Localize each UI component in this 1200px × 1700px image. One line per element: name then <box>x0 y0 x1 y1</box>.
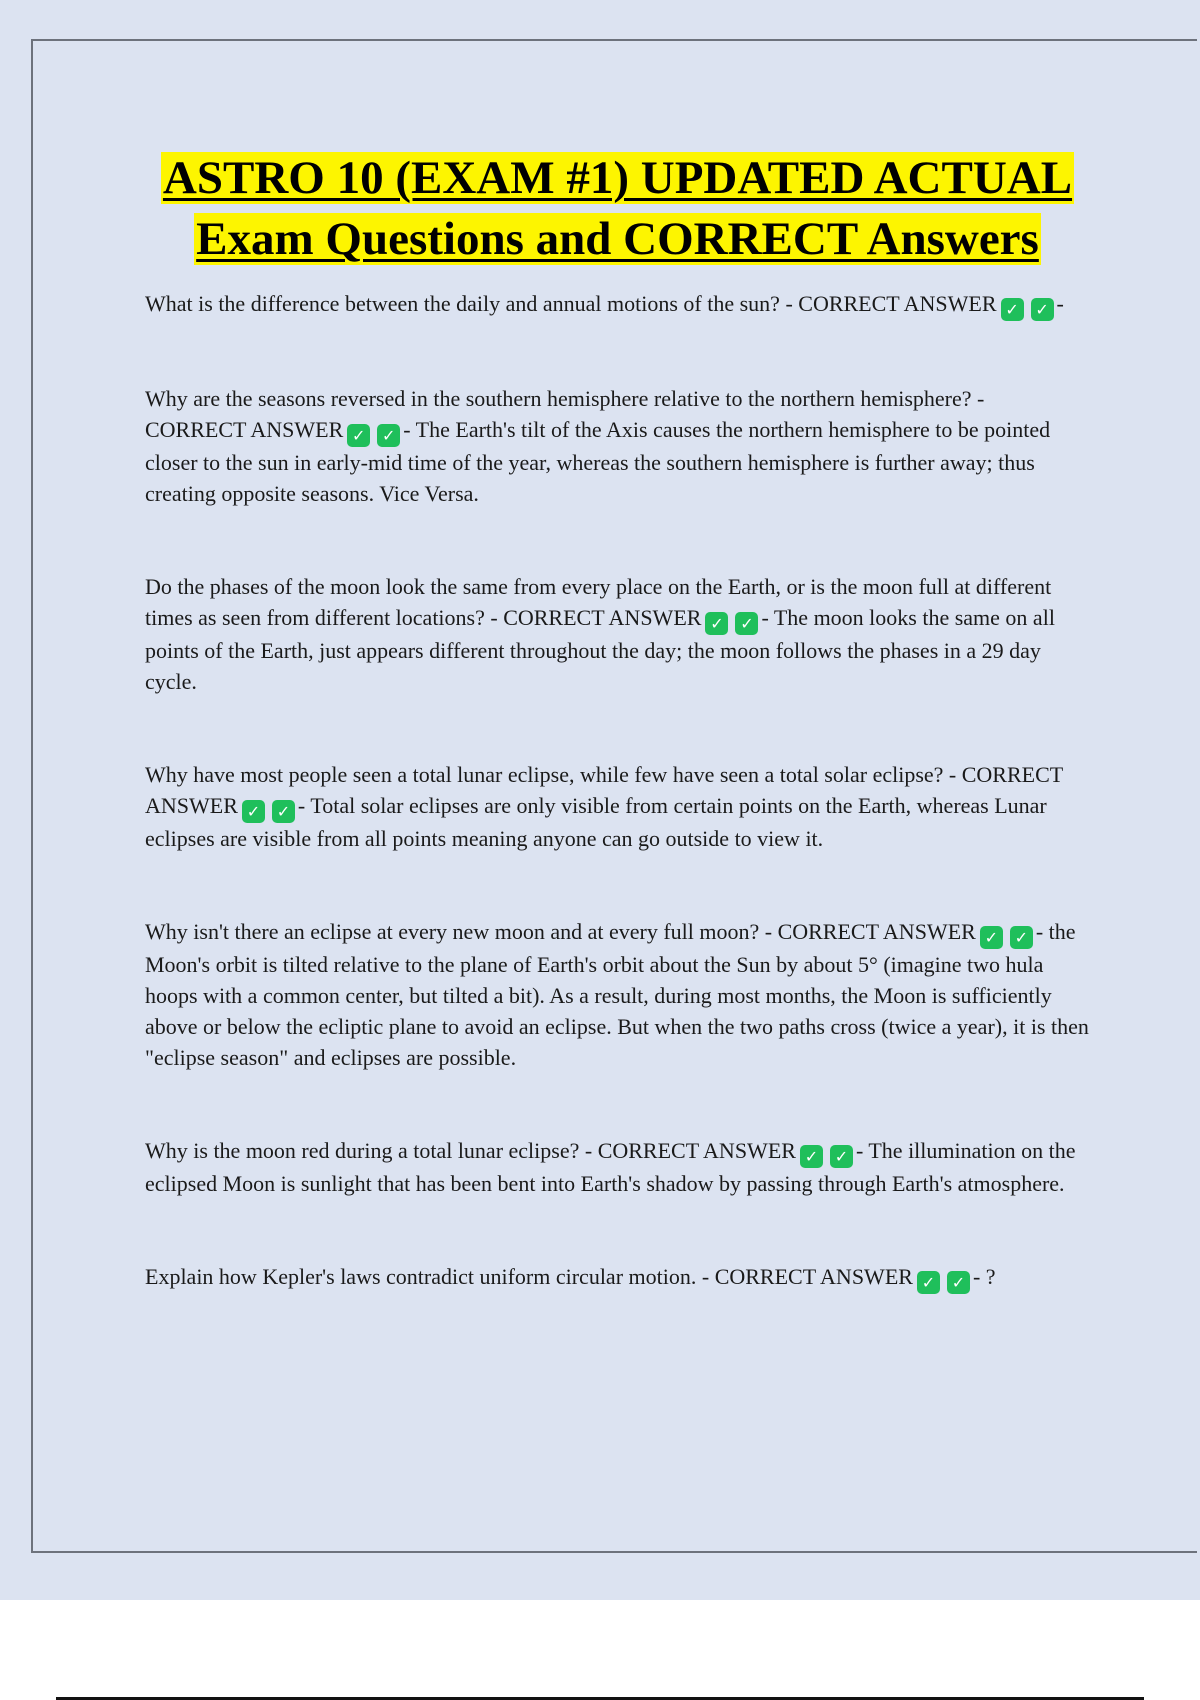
title-line-2: Exam Questions and CORRECT Answers <box>196 213 1039 265</box>
check-icon: ✓ <box>800 1145 823 1168</box>
check-icon: ✓ <box>272 800 295 823</box>
answer-text: - ? <box>972 1264 996 1289</box>
qa-item-2 <box>145 383 1090 509</box>
title-line-1: ASTRO 10 (EXAM #1) UPDATED ACTUAL <box>162 152 1073 204</box>
check-icon: ✓ <box>947 1271 970 1294</box>
qa-item-4 <box>145 759 1090 854</box>
check-icon: ✓ <box>705 612 728 635</box>
question-text: Do the phases of the moon look the same from every place on the Earth, or is the moon full at different times as seen from different locations? - CORRECT ANSWER <box>145 574 1052 630</box>
check-icon: ✓ <box>980 926 1003 949</box>
question-text: Explain how Kepler's laws contradict uniform circular motion. - CORRECT ANSWER <box>145 1264 913 1289</box>
question-text: What is the difference between the daily and annual motions of the sun? - CORRECT ANSWER <box>145 291 997 316</box>
qa-item-7 <box>145 1261 1090 1294</box>
qa-item-1 <box>145 288 1090 321</box>
check-icon: ✓ <box>917 1271 940 1294</box>
answer-text: - <box>1056 291 1064 316</box>
document-body <box>145 148 1090 1356</box>
qa-item-3 <box>145 571 1090 697</box>
qa-item-5 <box>145 916 1090 1073</box>
check-icon: ✓ <box>347 424 370 447</box>
question-text: Why is the moon red during a total lunar eclipse? - CORRECT ANSWER <box>145 1138 796 1163</box>
question-text: Why isn't there an eclipse at every new moon and at every full moon? - CORRECT ANSWER <box>145 919 976 944</box>
check-icon: ✓ <box>1010 926 1033 949</box>
answer-text: - Total solar eclipses are only visible from certain points on the Earth, whereas Lunar eclipses are visible from all points meaning anyone can go outside to view it. <box>145 793 1047 851</box>
qa-item-6 <box>145 1135 1090 1199</box>
document-title <box>145 148 1090 270</box>
question-text: Why have most people seen a total lunar eclipse, while few have seen a total solar eclipse? - CORRECT ANSWER <box>145 762 1063 818</box>
check-icon: ✓ <box>830 1145 853 1168</box>
answer-text: - the Moon's orbit is tilted relative to the plane of Earth's orbit about the Sun by about 5° (imagine two hula hoops with a common center, but tilted a bit). As a result, during most months, the Moon is sufficiently above or below the ecliptic plane to avoid an eclipse. But when the two paths cross (twice a year), it is then "eclipse season" and eclipses are possible. <box>145 919 1089 1070</box>
question-text: Why are the seasons reversed in the southern hemisphere relative to the northern hemisphere? - CORRECT ANSWER <box>145 386 985 442</box>
check-icon: ✓ <box>1031 298 1054 321</box>
check-icon: ✓ <box>1001 298 1024 321</box>
answer-text: - The moon looks the same on all points of the Earth, just appears different throughout the day; the moon follows the phases in a 29 day cycle. <box>145 605 1055 694</box>
check-icon: ✓ <box>735 612 758 635</box>
answer-text: - The Earth's tilt of the Axis causes the northern hemisphere to be pointed closer to the sun in early-mid time of the year, whereas the southern hemisphere is further away; thus creating opposite seasons. Vice Versa. <box>145 417 1051 506</box>
check-icon: ✓ <box>377 424 400 447</box>
answer-text: - The illumination on the eclipsed Moon is sunlight that has been bent into Earth's shadow by passing through Earth's atmosphere. <box>145 1138 1076 1196</box>
check-icon: ✓ <box>242 800 265 823</box>
